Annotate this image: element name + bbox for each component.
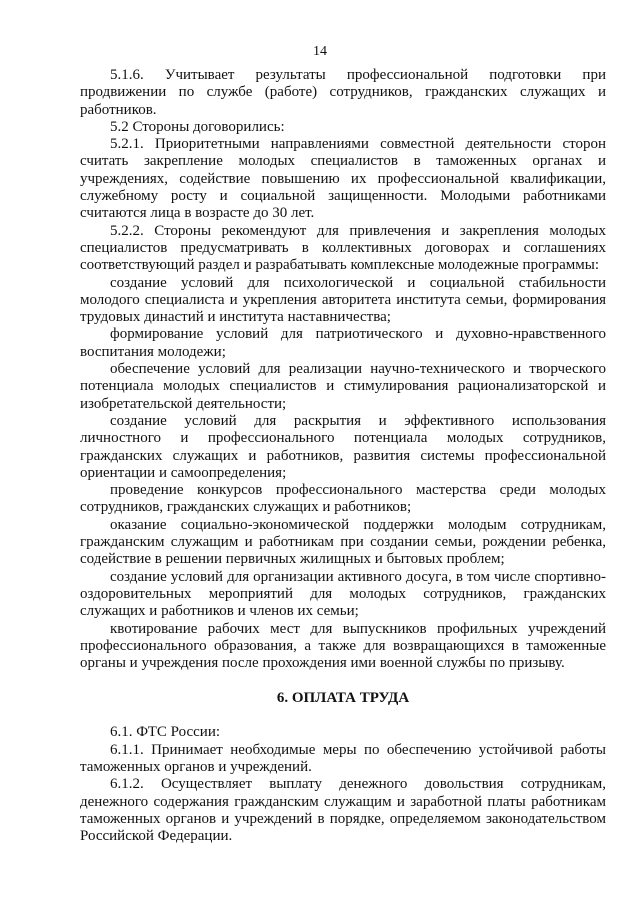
program-item-innovation: обеспечение условий для реализации научно-технического и творческого потенциала молодых специалистов и стимулирования рационализаторской и изобретательской деятельности; (80, 361, 606, 412)
paragraph-5-1-6: 5.1.6. Учитывает результаты профессиональной подготовки при продвижении по службе (работе) сотрудников, гражданских служащих и работников. (80, 67, 606, 118)
program-item-leisure: создание условий для организации активного досуга, в том числе спортивно-оздоровительных мероприятий для молодых сотрудников, гражданских служащих и работников и членов их семьи; (80, 568, 606, 620)
page-number: 14 (313, 44, 327, 59)
paragraph-5-2-2: 5.2.2. Стороны рекомендуют для привлечения и закрепления молодых специалистов предусматривать в коллективных договорах и соглашениях соответствующий раздел и разрабатывать комплексные молодежные программы: (80, 222, 606, 274)
document-body (80, 67, 606, 845)
paragraph-5-2: 5.2 Стороны договорились: (110, 118, 285, 135)
paragraph-6-1-2: 6.1.2. Осуществляет выплату денежного довольствия сотрудникам, денежного содержания гражданским служащим и заработной платы работникам таможенных органов и учреждений в порядке, определяемом законодательством Российской Федерации. (80, 776, 606, 845)
section-6-heading: 6. ОПЛАТА ТРУДА (276, 690, 410, 707)
program-item-quotas: квотирование рабочих мест для выпускников профильных учреждений профессионального образования, а также для возвращающихся в таможенные органы и учреждения после прохождения ими военной службы по призыву. (80, 620, 606, 672)
program-item-potential: создание условий для раскрытия и эффективного использования личностного и профессионального потенциала молодых сотрудников, гражданских служащих и работников, развития системы профессиональной ориентации и самоопределения; (80, 412, 606, 481)
program-item-patriotic: формирование условий для патриотического и духовно-нравственного воспитания молодежи; (80, 326, 606, 360)
program-item-contests: проведение конкурсов профессионального мастерства среди молодых сотрудников, гражданских служащих и работников; (80, 482, 606, 516)
paragraph-6-1: 6.1. ФТС России: (110, 724, 221, 741)
paragraph-6-1-1: 6.1.1. Принимает необходимые меры по обеспечению устойчивой работы таможенных органов и учреждений. (80, 741, 606, 775)
paragraph-5-2-1: 5.2.1. Приоритетными направлениями совместной деятельности сторон считать закрепление молодых специалистов в таможенных органах и учреждениях, содействие повышению их профессиональной квалификации, служебному росту и социальной защищенности. Молодыми работниками считаются лица в возрасте до 30 лет. (80, 136, 606, 222)
program-item-support: оказание социально-экономической поддержки молодым сотрудникам, гражданским служащим и работникам при создании семьи, рождении ребенка, содействие в решении первичных жилищных и бытовых проблем; (80, 516, 606, 568)
program-item-stability: создание условий для психологической и социальной стабильности молодого специалиста и укрепления авторитета института семьи, формирования трудовых династий и института наставничества; (80, 274, 606, 326)
